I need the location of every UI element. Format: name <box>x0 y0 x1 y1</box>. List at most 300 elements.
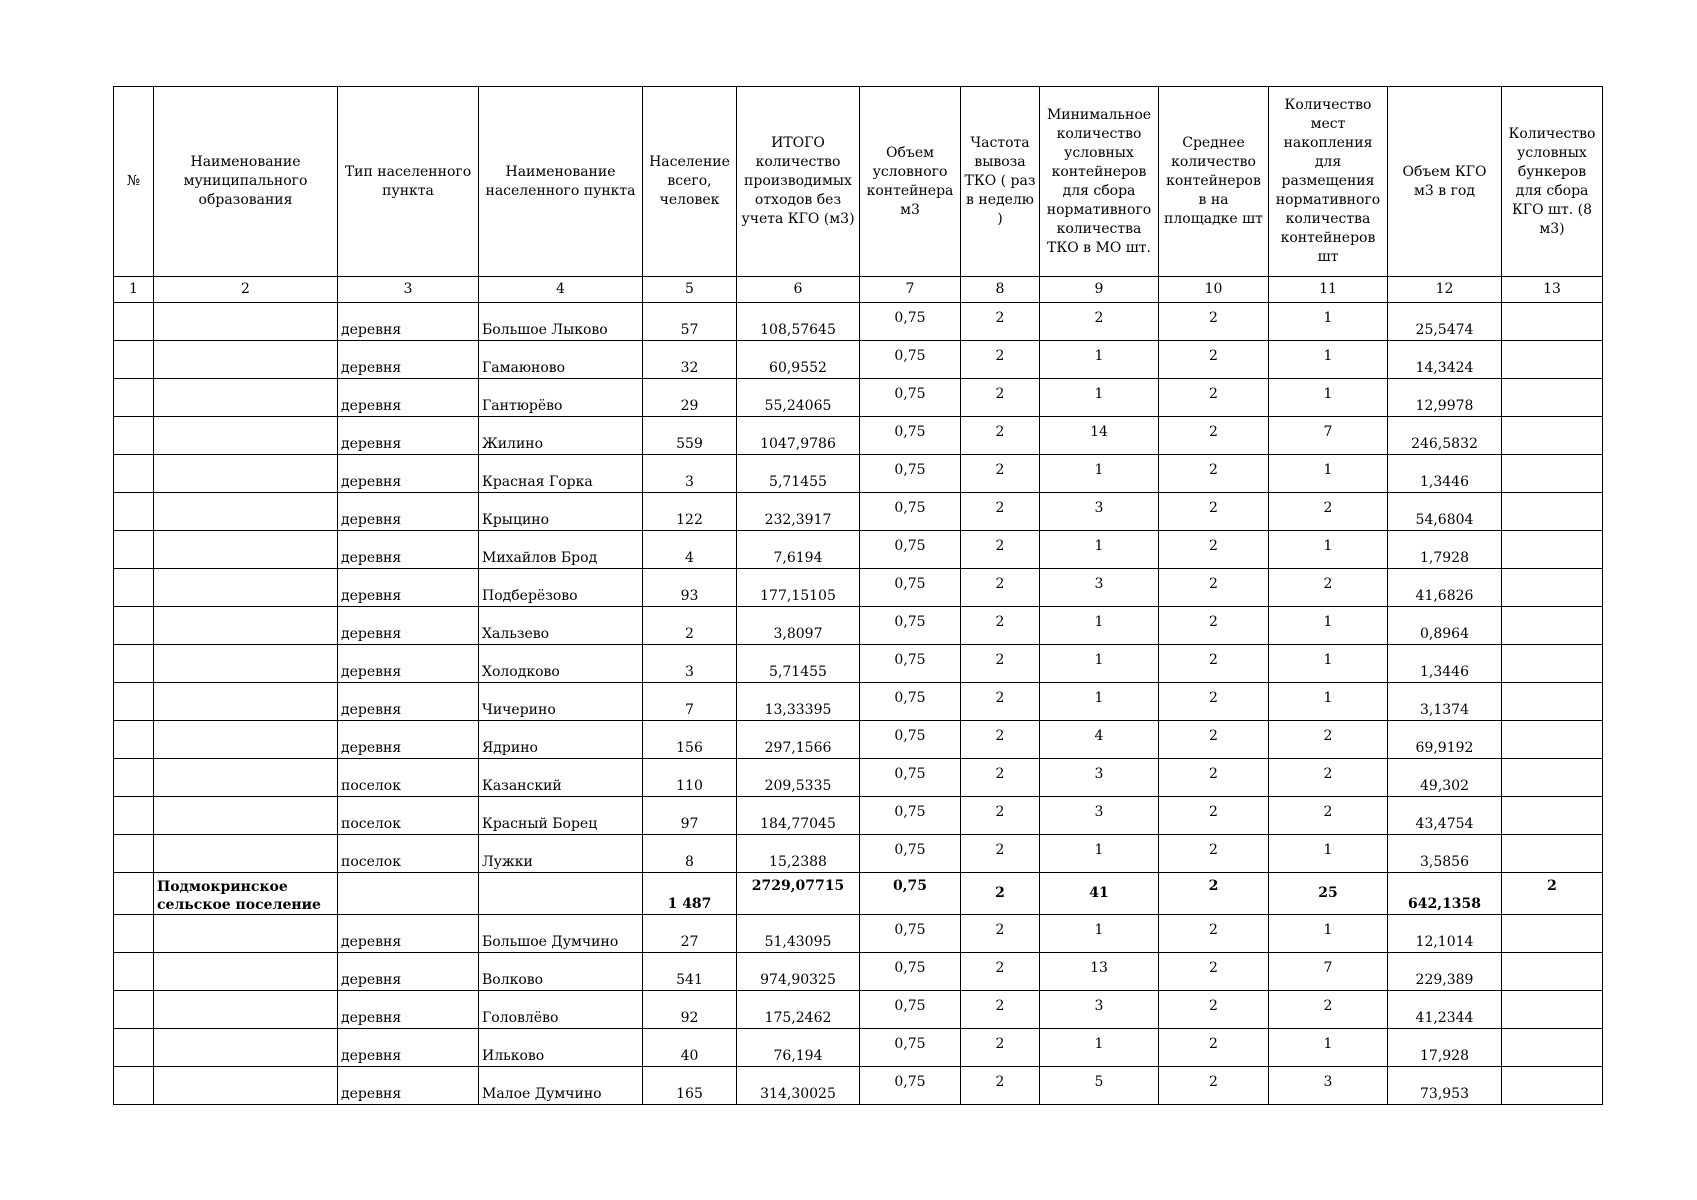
cell-container-volume: 0,75 <box>860 303 961 341</box>
table-row <box>114 455 1603 493</box>
cell-kgo-volume: 642,1358 <box>1388 873 1502 915</box>
cell-settlement-name: Лужки <box>479 835 643 873</box>
cell-avg-containers: 2 <box>1159 341 1269 379</box>
cell-frequency: 2 <box>961 683 1040 721</box>
cell-settlement-type: поселок <box>338 759 479 797</box>
cell-total-waste: 7,6194 <box>737 531 860 569</box>
cell-collection-places: 3 <box>1269 1067 1388 1105</box>
cell-total-waste: 2729,07715 <box>737 873 860 915</box>
cell-container-volume: 0,75 <box>860 835 961 873</box>
cell-collection-places: 1 <box>1269 531 1388 569</box>
cell-bunkers: 2 <box>1502 873 1603 915</box>
cell-collection-places: 25 <box>1269 873 1388 915</box>
cell-kgo-volume: 3,1374 <box>1388 683 1502 721</box>
cell-frequency: 2 <box>961 991 1040 1029</box>
cell-municipality <box>154 379 338 417</box>
cell-container-volume: 0,75 <box>860 645 961 683</box>
header-cell-number: № <box>114 87 154 277</box>
cell-settlement-name <box>479 873 643 915</box>
cell-frequency: 2 <box>961 341 1040 379</box>
cell-total-waste: 51,43095 <box>737 915 860 953</box>
cell-municipality <box>154 417 338 455</box>
cell-number <box>114 797 154 835</box>
cell-collection-places: 2 <box>1269 759 1388 797</box>
table-row <box>114 683 1603 721</box>
table-row <box>114 569 1603 607</box>
cell-container-volume: 0,75 <box>860 797 961 835</box>
cell-population: 541 <box>643 953 737 991</box>
cell-total-waste: 232,3917 <box>737 493 860 531</box>
document-page <box>113 86 1602 1105</box>
cell-bunkers <box>1502 1029 1603 1067</box>
cell-population: 559 <box>643 417 737 455</box>
cell-total-waste: 974,90325 <box>737 953 860 991</box>
table-row <box>114 493 1603 531</box>
cell-settlement-name: Головлёво <box>479 991 643 1029</box>
cell-municipality <box>154 915 338 953</box>
cell-total-waste: 108,57645 <box>737 303 860 341</box>
cell-number <box>114 569 154 607</box>
cell-bunkers <box>1502 835 1603 873</box>
cell-min-containers: 1 <box>1040 645 1159 683</box>
cell-kgo-volume: 3,5856 <box>1388 835 1502 873</box>
cell-container-volume: 0,75 <box>860 531 961 569</box>
cell-container-volume: 0,75 <box>860 683 961 721</box>
cell-settlement-type: деревня <box>338 569 479 607</box>
column-number: 9 <box>1040 277 1159 303</box>
header-cell-kgo-volume: Объем КГО м3 в год <box>1388 87 1502 277</box>
cell-settlement-type: деревня <box>338 953 479 991</box>
cell-kgo-volume: 73,953 <box>1388 1067 1502 1105</box>
table-row <box>114 379 1603 417</box>
column-number: 10 <box>1159 277 1269 303</box>
cell-bunkers <box>1502 455 1603 493</box>
cell-municipality <box>154 645 338 683</box>
header-cell-bunkers: Количество условных бункеров для сбора КГО шт. (8 м3) <box>1502 87 1603 277</box>
header-cell-municipality: Наименование муниципального образования <box>154 87 338 277</box>
cell-bunkers <box>1502 797 1603 835</box>
cell-settlement-type: деревня <box>338 721 479 759</box>
cell-container-volume: 0,75 <box>860 379 961 417</box>
table-row <box>114 1029 1603 1067</box>
cell-settlement-name: Большое Лыково <box>479 303 643 341</box>
cell-container-volume: 0,75 <box>860 721 961 759</box>
cell-population: 122 <box>643 493 737 531</box>
cell-total-waste: 3,8097 <box>737 607 860 645</box>
cell-settlement-type: деревня <box>338 991 479 1029</box>
cell-avg-containers: 2 <box>1159 607 1269 645</box>
cell-number <box>114 531 154 569</box>
cell-avg-containers: 2 <box>1159 531 1269 569</box>
cell-settlement-name: Гамаюново <box>479 341 643 379</box>
cell-municipality <box>154 797 338 835</box>
cell-min-containers: 1 <box>1040 835 1159 873</box>
cell-frequency: 2 <box>961 1067 1040 1105</box>
cell-collection-places: 1 <box>1269 607 1388 645</box>
cell-settlement-name: Чичерино <box>479 683 643 721</box>
cell-bunkers <box>1502 341 1603 379</box>
cell-population: 2 <box>643 607 737 645</box>
column-number: 7 <box>860 277 961 303</box>
cell-collection-places: 7 <box>1269 417 1388 455</box>
cell-min-containers: 1 <box>1040 607 1159 645</box>
table-row <box>114 607 1603 645</box>
cell-total-waste: 5,71455 <box>737 645 860 683</box>
cell-population: 40 <box>643 1029 737 1067</box>
cell-municipality <box>154 531 338 569</box>
column-number: 11 <box>1269 277 1388 303</box>
cell-kgo-volume: 41,2344 <box>1388 991 1502 1029</box>
cell-min-containers: 41 <box>1040 873 1159 915</box>
column-number: 13 <box>1502 277 1603 303</box>
table-row <box>114 797 1603 835</box>
cell-collection-places: 1 <box>1269 835 1388 873</box>
cell-settlement-name: Крыцино <box>479 493 643 531</box>
cell-container-volume: 0,75 <box>860 455 961 493</box>
cell-container-volume: 0,75 <box>860 1067 961 1105</box>
cell-municipality <box>154 303 338 341</box>
cell-collection-places: 1 <box>1269 645 1388 683</box>
cell-collection-places: 1 <box>1269 683 1388 721</box>
cell-number <box>114 1029 154 1067</box>
cell-settlement-type: деревня <box>338 1029 479 1067</box>
cell-settlement-type: поселок <box>338 835 479 873</box>
cell-total-waste: 1047,9786 <box>737 417 860 455</box>
cell-kgo-volume: 43,4754 <box>1388 797 1502 835</box>
cell-collection-places: 1 <box>1269 1029 1388 1067</box>
cell-settlement-name: Красная Горка <box>479 455 643 493</box>
cell-avg-containers: 2 <box>1159 379 1269 417</box>
cell-avg-containers: 2 <box>1159 953 1269 991</box>
cell-municipality <box>154 1067 338 1105</box>
cell-number <box>114 341 154 379</box>
cell-settlement-name: Красный Борец <box>479 797 643 835</box>
cell-settlement-name: Казанский <box>479 759 643 797</box>
cell-population: 165 <box>643 1067 737 1105</box>
cell-settlement-type: деревня <box>338 915 479 953</box>
cell-settlement-type: деревня <box>338 379 479 417</box>
column-number: 3 <box>338 277 479 303</box>
cell-bunkers <box>1502 569 1603 607</box>
cell-container-volume: 0,75 <box>860 417 961 455</box>
column-number-row <box>114 277 1603 303</box>
cell-number <box>114 645 154 683</box>
cell-number <box>114 493 154 531</box>
cell-number <box>114 1067 154 1105</box>
cell-settlement-type: деревня <box>338 645 479 683</box>
table-body <box>114 303 1603 1105</box>
cell-min-containers: 3 <box>1040 493 1159 531</box>
cell-kgo-volume: 229,389 <box>1388 953 1502 991</box>
cell-population: 8 <box>643 835 737 873</box>
cell-settlement-type <box>338 873 479 915</box>
cell-container-volume: 0,75 <box>860 915 961 953</box>
header-cell-settlement-type: Тип населенного пункта <box>338 87 479 277</box>
cell-bunkers <box>1502 493 1603 531</box>
cell-frequency: 2 <box>961 835 1040 873</box>
cell-container-volume: 0,75 <box>860 607 961 645</box>
cell-avg-containers: 2 <box>1159 915 1269 953</box>
column-number: 4 <box>479 277 643 303</box>
cell-municipality <box>154 721 338 759</box>
cell-total-waste: 184,77045 <box>737 797 860 835</box>
header-cell-total-waste: ИТОГО количество производимых отходов без учета КГО (м3) <box>737 87 860 277</box>
cell-min-containers: 13 <box>1040 953 1159 991</box>
cell-population: 27 <box>643 915 737 953</box>
cell-number <box>114 721 154 759</box>
cell-municipality <box>154 493 338 531</box>
table-row <box>114 417 1603 455</box>
cell-bunkers <box>1502 683 1603 721</box>
cell-municipality <box>154 569 338 607</box>
cell-bunkers <box>1502 645 1603 683</box>
cell-population: 32 <box>643 341 737 379</box>
cell-population: 92 <box>643 991 737 1029</box>
cell-min-containers: 4 <box>1040 721 1159 759</box>
cell-frequency: 2 <box>961 953 1040 991</box>
cell-population: 4 <box>643 531 737 569</box>
cell-kgo-volume: 0,8964 <box>1388 607 1502 645</box>
cell-population: 7 <box>643 683 737 721</box>
cell-avg-containers: 2 <box>1159 417 1269 455</box>
cell-total-waste: 297,1566 <box>737 721 860 759</box>
cell-bunkers <box>1502 991 1603 1029</box>
cell-settlement-name: Подберёзово <box>479 569 643 607</box>
cell-bunkers <box>1502 915 1603 953</box>
cell-kgo-volume: 14,3424 <box>1388 341 1502 379</box>
cell-settlement-type: деревня <box>338 1067 479 1105</box>
cell-kgo-volume: 12,9978 <box>1388 379 1502 417</box>
cell-kgo-volume: 246,5832 <box>1388 417 1502 455</box>
cell-municipality <box>154 607 338 645</box>
cell-collection-places: 2 <box>1269 991 1388 1029</box>
cell-container-volume: 0,75 <box>860 759 961 797</box>
cell-frequency: 2 <box>961 721 1040 759</box>
cell-municipality <box>154 683 338 721</box>
table-row-subtotal <box>114 873 1603 915</box>
cell-total-waste: 76,194 <box>737 1029 860 1067</box>
cell-settlement-type: деревня <box>338 531 479 569</box>
cell-min-containers: 1 <box>1040 915 1159 953</box>
column-number: 12 <box>1388 277 1502 303</box>
cell-min-containers: 1 <box>1040 379 1159 417</box>
cell-bunkers <box>1502 417 1603 455</box>
cell-avg-containers: 2 <box>1159 683 1269 721</box>
cell-municipality <box>154 953 338 991</box>
column-number: 6 <box>737 277 860 303</box>
cell-total-waste: 314,30025 <box>737 1067 860 1105</box>
cell-population: 3 <box>643 455 737 493</box>
cell-population: 110 <box>643 759 737 797</box>
cell-number <box>114 991 154 1029</box>
cell-population: 93 <box>643 569 737 607</box>
cell-min-containers: 3 <box>1040 569 1159 607</box>
cell-bunkers <box>1502 531 1603 569</box>
cell-min-containers: 1 <box>1040 341 1159 379</box>
cell-collection-places: 1 <box>1269 341 1388 379</box>
cell-collection-places: 7 <box>1269 953 1388 991</box>
cell-settlement-name: Жилино <box>479 417 643 455</box>
cell-collection-places: 2 <box>1269 493 1388 531</box>
cell-container-volume: 0,75 <box>860 493 961 531</box>
waste-collection-table <box>113 86 1603 1105</box>
cell-kgo-volume: 54,6804 <box>1388 493 1502 531</box>
cell-settlement-type: деревня <box>338 455 479 493</box>
cell-frequency: 2 <box>961 417 1040 455</box>
cell-min-containers: 3 <box>1040 759 1159 797</box>
cell-settlement-type: деревня <box>338 417 479 455</box>
cell-frequency: 2 <box>961 531 1040 569</box>
cell-avg-containers: 2 <box>1159 1029 1269 1067</box>
header-cell-avg-containers: Среднее количество контейнеров в на площадке шт <box>1159 87 1269 277</box>
cell-min-containers: 1 <box>1040 531 1159 569</box>
cell-kgo-volume: 41,6826 <box>1388 569 1502 607</box>
cell-bunkers <box>1502 1067 1603 1105</box>
cell-bunkers <box>1502 379 1603 417</box>
cell-settlement-name: Ядрино <box>479 721 643 759</box>
header-cell-container-volume: Объем условного контейнера м3 <box>860 87 961 277</box>
cell-bunkers <box>1502 759 1603 797</box>
cell-total-waste: 209,5335 <box>737 759 860 797</box>
column-number: 8 <box>961 277 1040 303</box>
cell-frequency: 2 <box>961 873 1040 915</box>
column-number: 1 <box>114 277 154 303</box>
cell-avg-containers: 2 <box>1159 759 1269 797</box>
cell-number <box>114 953 154 991</box>
cell-min-containers: 5 <box>1040 1067 1159 1105</box>
cell-number <box>114 683 154 721</box>
cell-collection-places: 1 <box>1269 379 1388 417</box>
table-row <box>114 953 1603 991</box>
cell-frequency: 2 <box>961 607 1040 645</box>
cell-container-volume: 0,75 <box>860 1029 961 1067</box>
cell-population: 1 487 <box>643 873 737 915</box>
cell-container-volume: 0,75 <box>860 569 961 607</box>
cell-population: 57 <box>643 303 737 341</box>
cell-settlement-name: Гантюрёво <box>479 379 643 417</box>
header-cell-settlement-name: Наименование населенного пункта <box>479 87 643 277</box>
cell-kgo-volume: 1,3446 <box>1388 455 1502 493</box>
cell-bunkers <box>1502 953 1603 991</box>
cell-total-waste: 177,15105 <box>737 569 860 607</box>
cell-number <box>114 873 154 915</box>
cell-bunkers <box>1502 303 1603 341</box>
cell-number <box>114 607 154 645</box>
column-number: 5 <box>643 277 737 303</box>
cell-min-containers: 3 <box>1040 991 1159 1029</box>
cell-min-containers: 3 <box>1040 797 1159 835</box>
cell-settlement-type: деревня <box>338 683 479 721</box>
cell-total-waste: 15,2388 <box>737 835 860 873</box>
cell-container-volume: 0,75 <box>860 873 961 915</box>
cell-total-waste: 175,2462 <box>737 991 860 1029</box>
cell-settlement-type: деревня <box>338 341 479 379</box>
cell-frequency: 2 <box>961 379 1040 417</box>
cell-frequency: 2 <box>961 493 1040 531</box>
cell-kgo-volume: 1,3446 <box>1388 645 1502 683</box>
cell-frequency: 2 <box>961 1029 1040 1067</box>
cell-container-volume: 0,75 <box>860 341 961 379</box>
cell-number <box>114 759 154 797</box>
header-cell-population: Население всего, человек <box>643 87 737 277</box>
cell-avg-containers: 2 <box>1159 1067 1269 1105</box>
cell-collection-places: 2 <box>1269 569 1388 607</box>
table-row <box>114 341 1603 379</box>
cell-settlement-type: деревня <box>338 303 479 341</box>
cell-avg-containers: 2 <box>1159 645 1269 683</box>
cell-number <box>114 455 154 493</box>
table-row <box>114 835 1603 873</box>
cell-avg-containers: 2 <box>1159 569 1269 607</box>
cell-avg-containers: 2 <box>1159 721 1269 759</box>
cell-settlement-name: Большое Думчино <box>479 915 643 953</box>
cell-number <box>114 303 154 341</box>
cell-min-containers: 1 <box>1040 455 1159 493</box>
cell-bunkers <box>1502 721 1603 759</box>
cell-bunkers <box>1502 607 1603 645</box>
cell-number <box>114 379 154 417</box>
cell-min-containers: 14 <box>1040 417 1159 455</box>
cell-collection-places: 1 <box>1269 455 1388 493</box>
cell-kgo-volume: 1,7928 <box>1388 531 1502 569</box>
cell-settlement-type: поселок <box>338 797 479 835</box>
header-row <box>114 87 1603 277</box>
cell-kgo-volume: 17,928 <box>1388 1029 1502 1067</box>
cell-settlement-name: Ильково <box>479 1029 643 1067</box>
cell-settlement-name: Малое Думчино <box>479 1067 643 1105</box>
cell-municipality <box>154 341 338 379</box>
cell-total-waste: 55,24065 <box>737 379 860 417</box>
cell-frequency: 2 <box>961 759 1040 797</box>
cell-total-waste: 60,9552 <box>737 341 860 379</box>
cell-settlement-name: Волково <box>479 953 643 991</box>
cell-avg-containers: 2 <box>1159 991 1269 1029</box>
cell-avg-containers: 2 <box>1159 493 1269 531</box>
table-row <box>114 759 1603 797</box>
cell-min-containers: 1 <box>1040 1029 1159 1067</box>
cell-avg-containers: 2 <box>1159 835 1269 873</box>
cell-min-containers: 1 <box>1040 683 1159 721</box>
table-row <box>114 531 1603 569</box>
cell-municipality <box>154 455 338 493</box>
cell-collection-places: 1 <box>1269 915 1388 953</box>
cell-settlement-name: Хальзево <box>479 607 643 645</box>
cell-population: 3 <box>643 645 737 683</box>
table-row <box>114 1067 1603 1105</box>
cell-frequency: 2 <box>961 569 1040 607</box>
cell-municipality: Подмокринское сельское поселение <box>154 873 338 915</box>
cell-collection-places: 2 <box>1269 721 1388 759</box>
cell-avg-containers: 2 <box>1159 455 1269 493</box>
cell-population: 29 <box>643 379 737 417</box>
cell-number <box>114 835 154 873</box>
cell-frequency: 2 <box>961 645 1040 683</box>
column-number: 2 <box>154 277 338 303</box>
cell-kgo-volume: 69,9192 <box>1388 721 1502 759</box>
cell-municipality <box>154 759 338 797</box>
cell-avg-containers: 2 <box>1159 873 1269 915</box>
cell-population: 156 <box>643 721 737 759</box>
cell-total-waste: 13,33395 <box>737 683 860 721</box>
header-cell-frequency: Частота вывоза ТКО ( раз в неделю ) <box>961 87 1040 277</box>
cell-number <box>114 417 154 455</box>
cell-avg-containers: 2 <box>1159 303 1269 341</box>
cell-number <box>114 915 154 953</box>
table-row <box>114 991 1603 1029</box>
cell-total-waste: 5,71455 <box>737 455 860 493</box>
cell-min-containers: 2 <box>1040 303 1159 341</box>
cell-population: 97 <box>643 797 737 835</box>
